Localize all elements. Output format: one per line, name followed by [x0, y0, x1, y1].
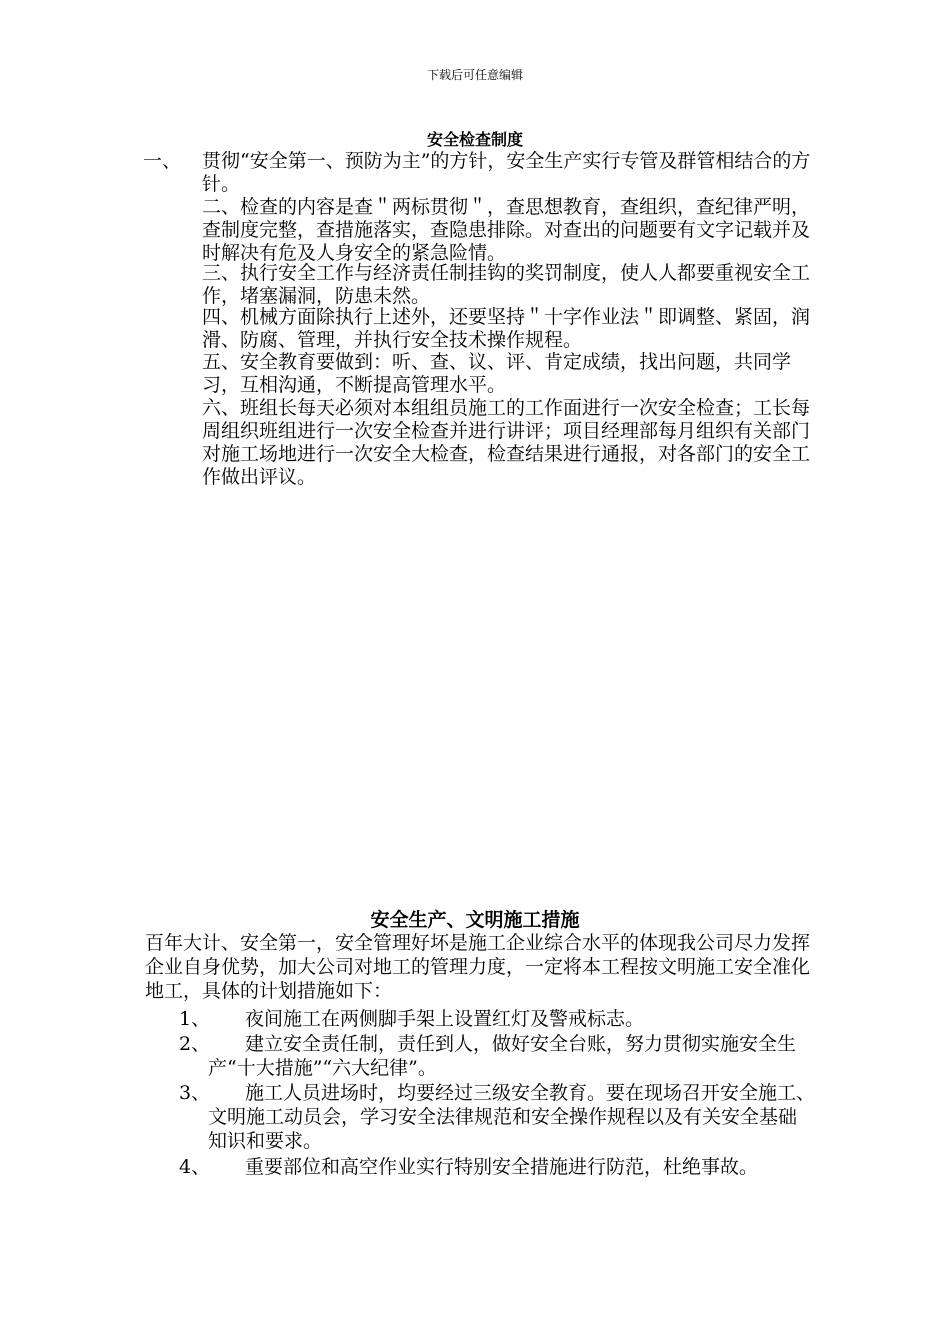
section2-list-item-3: [179, 1081, 815, 1153]
item-number: 4、: [179, 1156, 211, 1178]
item-text: 施工人员进场时，均要经过三级安全教育。要在现场召开安全施工、文明施工动员会，学习安全法律规范和安全操作规程以及有关安全基础知识和要求。: [208, 1082, 816, 1152]
section1-paragraph-3: 三、执行安全工作与经济责任制挂钩的奖罚制度，使人人都要重视安全工作，堵塞漏洞，防患未然。: [202, 262, 811, 307]
item-number: 3、: [179, 1082, 211, 1104]
item-text: 建立安全责任制，责任到人，做好安全台账，努力贯彻实施安全生产“十大措施”“六大纪律”。: [208, 1033, 797, 1079]
item-text: 夜间施工在两侧脚手架上设置红灯及警戒标志。: [245, 1008, 645, 1030]
item-text: 贯彻“安全第一、预防为主”的方针，安全生产实行专管及群管相结合的方针。: [202, 150, 811, 195]
section2-list-item-2: [179, 1032, 815, 1080]
section-title-safe-production: 安全生产、文明施工措施: [370, 909, 580, 931]
section2-intro: 百年大计、安全第一，安全管理好坏是施工企业综合水平的体现我公司尽力发挥企业自身优势，加大公司对地工的管理力度，一定将本工程按文明施工安全准化地工，具体的计划措施如下：: [145, 932, 811, 1002]
section1-paragraph-4: 四、机械方面除执行上述外，还要坚持＂十字作业法＂即调整、紧固，润滑、防腐、管理，并执行安全技术操作规程。: [202, 306, 811, 351]
section1-paragraph-6: 六、班组长每天必须对本组组员施工的工作面进行一次安全检查；工长每周组织班组进行一次安全检查并进行讲评；项目经理部每月组织有关部门对施工场地进行一次安全大检查，检查结果进行通报，对各部门的安全工作做出评议。: [202, 397, 811, 488]
section1-paragraph-2: 二、检查的内容是查＂两标贯彻＂，查思想教育，查组织，查纪律严明，查制度完整，查措施落实，查隐患排除。对查出的问题要有文字记载并及时解决有危及人身安全的紧急险情。: [202, 196, 811, 264]
section2-list-item-1: [179, 1007, 815, 1031]
item-text: 重要部位和高空作业实行特别安全措施进行防范，杜绝事故。: [245, 1156, 759, 1178]
item-number: 1、: [179, 1008, 211, 1030]
section2-list-item-4: [179, 1155, 815, 1179]
header-note: 下载后可任意编辑: [426, 68, 523, 82]
item-number: 2、: [179, 1033, 211, 1055]
item-number: 一、: [143, 150, 182, 172]
section1-item-1: [143, 150, 823, 196]
section1-paragraph-5: 五、安全教育要做到：听、查、议、评、肯定成绩，找出问题，共同学习，互相沟通，不断提高管理水平。: [202, 351, 792, 396]
section-title-safety-inspection: 安全检查制度: [426, 130, 523, 149]
